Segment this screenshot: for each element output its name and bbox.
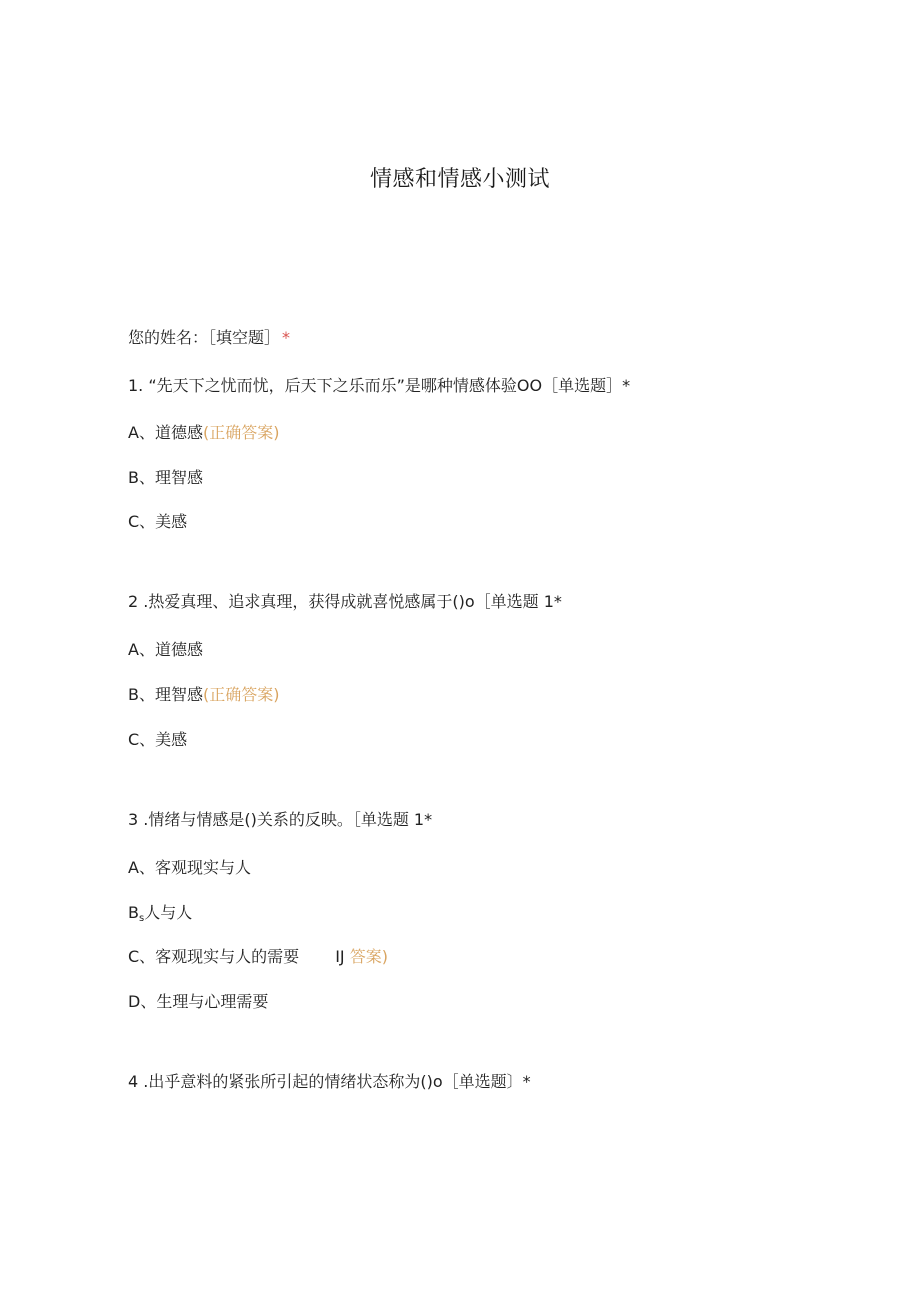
q3-option-b-letter: B <box>128 903 139 922</box>
required-mark: * <box>282 328 291 347</box>
q2-option-b-label: B、理智感 <box>128 685 203 704</box>
q1-option-a-label: A、道德感 <box>128 423 203 442</box>
q2-option-b[interactable] <box>128 683 279 707</box>
q3-option-b[interactable] <box>128 901 192 931</box>
q3-option-c[interactable] <box>128 945 388 969</box>
q2-option-a[interactable]: A、道德感 <box>128 640 203 659</box>
q3-option-b-sub: s <box>138 913 145 924</box>
q3-option-c-label: C、客观现实与人的需要 <box>128 947 300 966</box>
q1-option-c[interactable]: C、美感 <box>128 512 188 531</box>
q3-option-c-mark: IJ <box>335 947 345 966</box>
q1-correct-answer-tag: (正确答案) <box>202 423 280 442</box>
q1-option-b[interactable]: B、理智感 <box>128 468 203 487</box>
q3-option-b-label: 人与人 <box>144 903 193 922</box>
name-field[interactable] <box>128 326 290 350</box>
page-title: 情感和情感小测试 <box>369 167 550 192</box>
question-2-text: 2 .热爱真理、追求真理，获得成就喜悦感属于()o［单选题 1* <box>128 592 562 611</box>
question-4-text: 4 .出乎意料的紧张所引起的情绪状态称为()o［单选题〕* <box>128 1072 531 1091</box>
q3-option-a[interactable]: A、客观现实与人 <box>128 858 251 877</box>
q2-correct-answer-tag: (正确答案) <box>202 685 280 704</box>
question-3-text: 3 .情绪与情感是()关系的反映。［单选题 1* <box>128 810 433 829</box>
name-field-label: 您的姓名：［填空题］ <box>128 328 281 347</box>
q3-option-d[interactable]: D、生理与心理需要 <box>128 992 269 1011</box>
q1-option-a[interactable] <box>128 421 279 445</box>
q3-correct-answer-tag: 答案) <box>349 947 388 966</box>
q2-option-c[interactable]: C、美感 <box>128 730 188 749</box>
question-1-text: 1. “先天下之忧而忧，后天下之乐而乐”是哪种情感体验OO［单选题］* <box>128 376 631 395</box>
